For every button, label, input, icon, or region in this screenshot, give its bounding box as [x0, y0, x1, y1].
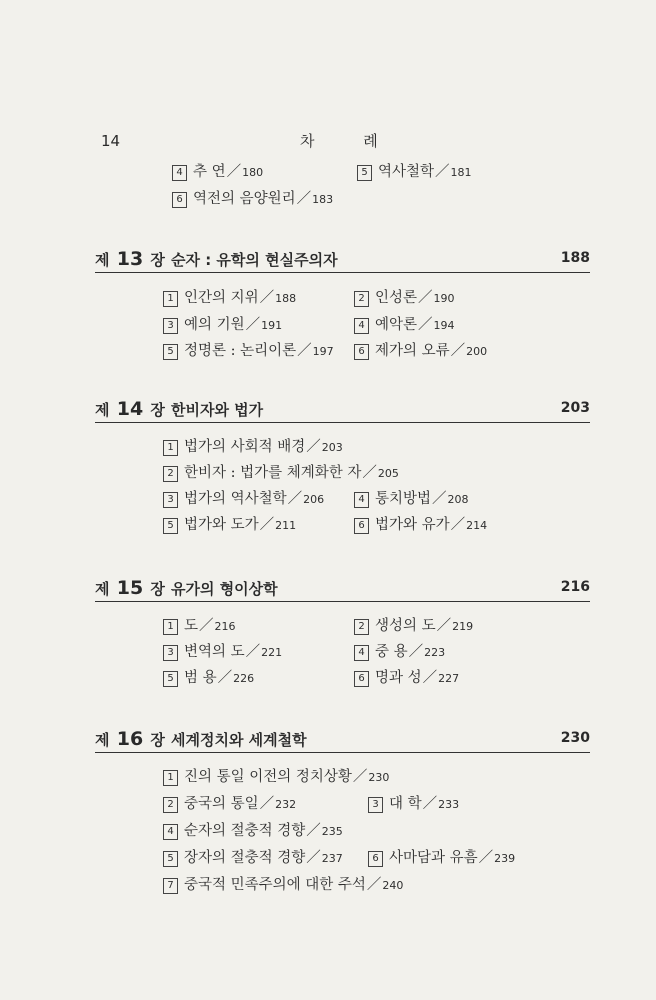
toc-entry[interactable]: 7 중국적 민족주의에 대한 주석／240 — [163, 873, 403, 894]
toc-entry[interactable]: 3 변역의 도／221 — [163, 640, 282, 661]
running-head — [0, 130, 656, 154]
chapter-title: 유가의 형이상학 — [171, 580, 278, 598]
toc-entry[interactable]: 1 진의 통일 이전의 정치상황／230 — [163, 765, 389, 786]
toc-entry[interactable]: 1 인간의 지위／188 — [163, 286, 296, 307]
chapter-label: 제 16 장 — [95, 728, 165, 750]
toc-entry[interactable]: 5 정명론 : 논리이론／197 — [163, 339, 334, 360]
toc-entry[interactable]: 6 역전의 음양원리／183 — [172, 187, 333, 208]
chapter-heading[interactable] — [95, 575, 590, 602]
chapter-title: 한비자와 법가 — [171, 401, 264, 419]
toc-entry[interactable]: 4 순자의 절충적 경향／235 — [163, 819, 343, 840]
toc-entry[interactable]: 5 장자의 절충적 경향／237 — [163, 846, 343, 867]
chapter-14 — [95, 396, 590, 423]
page-number: 14 — [101, 132, 121, 150]
toc-entry[interactable]: 4 추 연／180 — [172, 160, 263, 181]
toc-entry[interactable]: 2 생성의 도／219 — [354, 614, 473, 635]
toc-entry[interactable]: 4 통치방법／208 — [354, 487, 469, 508]
chapter-16 — [95, 726, 590, 753]
chapter-title: 순자 : 유학의 현실주의자 — [171, 251, 338, 269]
chapter-heading[interactable] — [95, 726, 590, 753]
toc-entry[interactable]: 6 사마담과 유흠／239 — [368, 846, 515, 867]
toc-entry[interactable]: 3 법가의 역사철학／206 — [163, 487, 324, 508]
toc-entry[interactable]: 1 도／216 — [163, 614, 236, 635]
toc-entry[interactable]: 2 중국의 통일／232 — [163, 792, 296, 813]
chapter-heading[interactable] — [95, 246, 590, 273]
chapter-13 — [95, 246, 590, 273]
toc-entry[interactable]: 2 한비자 : 법가를 체계화한 자／205 — [163, 461, 399, 482]
chapter-page: 216 — [560, 579, 590, 595]
toc-entry[interactable]: 5 역사철학／181 — [357, 160, 472, 181]
toc-entry[interactable]: 3 예의 기원／191 — [163, 313, 282, 334]
toc-entry[interactable]: 4 중 용／223 — [354, 640, 445, 661]
chapter-heading[interactable] — [95, 396, 590, 423]
chapter-15 — [95, 575, 590, 602]
toc-entry[interactable]: 6 법가와 유가／214 — [354, 513, 487, 534]
toc-entry[interactable]: 5 범 용／226 — [163, 666, 254, 687]
toc-entry[interactable]: 4 예악론／194 — [354, 313, 455, 334]
chapter-page: 188 — [560, 250, 590, 266]
toc-entry[interactable]: 2 인성론／190 — [354, 286, 455, 307]
toc-entry[interactable]: 3 대 학／233 — [368, 792, 459, 813]
toc-entry[interactable]: 1 법가의 사회적 배경／203 — [163, 435, 343, 456]
chapter-page: 230 — [560, 730, 590, 746]
toc-entry[interactable]: 5 법가와 도가／211 — [163, 513, 296, 534]
chapter-title: 세계정치와 세계철학 — [171, 731, 307, 749]
toc-entry[interactable]: 6 명과 성／227 — [354, 666, 459, 687]
toc-entry[interactable]: 6 제가의 오류／200 — [354, 339, 487, 360]
running-head-title: 차 례 — [300, 132, 400, 150]
chapter-label: 제 15 장 — [95, 577, 165, 599]
chapter-page: 203 — [560, 400, 590, 416]
chapter-label: 제 14 장 — [95, 398, 165, 420]
chapter-label: 제 13 장 — [95, 248, 165, 270]
